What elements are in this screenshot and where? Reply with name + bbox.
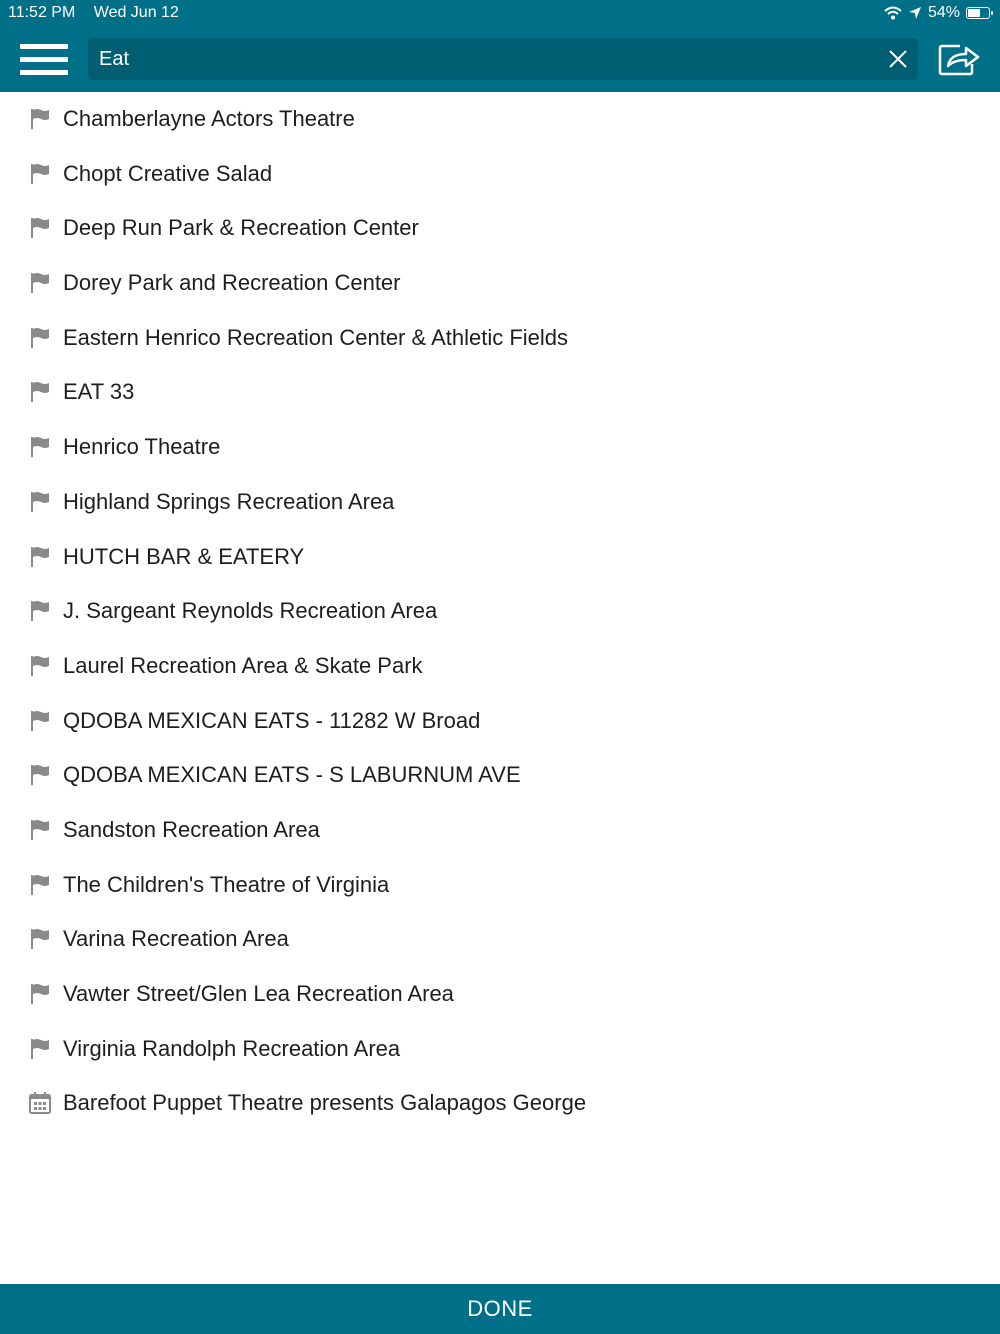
top-bar: [0, 28, 1000, 92]
flag-icon: [28, 162, 52, 186]
result-label: Vawter Street/Glen Lea Recreation Area: [63, 981, 454, 1006]
share-button[interactable]: [938, 42, 980, 76]
calendar-icon: [28, 1091, 52, 1115]
hamburger-menu-button[interactable]: [20, 42, 68, 78]
battery-icon: [966, 7, 990, 19]
result-item[interactable]: [0, 1076, 1000, 1131]
result-item[interactable]: [0, 147, 1000, 202]
flag-icon: [28, 490, 52, 514]
result-label: Highland Springs Recreation Area: [63, 488, 395, 514]
result-label: Varina Recreation Area: [63, 926, 289, 952]
flag-icon: [28, 545, 52, 569]
flag-icon: [28, 763, 52, 787]
search-box: [88, 38, 918, 80]
result-label: Chopt Creative Salad: [63, 160, 273, 186]
result-label: HUTCH BAR & EATERY: [63, 543, 305, 569]
result-item[interactable]: [0, 92, 1000, 147]
flag-icon: [28, 326, 52, 350]
result-item[interactable]: [0, 967, 1000, 1022]
result-item[interactable]: [0, 201, 1000, 256]
status-bar: [0, 0, 1000, 28]
result-item[interactable]: [0, 365, 1000, 420]
menu-line: [20, 70, 68, 75]
flag-icon: [28, 380, 52, 404]
status-left: [8, 4, 193, 22]
result-item[interactable]: [0, 584, 1000, 639]
result-label: Deep Run Park & Recreation Center: [63, 215, 419, 241]
result-item[interactable]: [0, 311, 1000, 366]
result-item[interactable]: [0, 256, 1000, 311]
result-item[interactable]: [0, 420, 1000, 475]
flag-icon: [28, 1037, 52, 1061]
flag-icon: [28, 709, 52, 733]
result-item[interactable]: [0, 530, 1000, 585]
search-results-list: [0, 92, 1000, 1131]
result-item[interactable]: [0, 475, 1000, 530]
flag-icon: [28, 654, 52, 678]
result-label: Barefoot Puppet Theatre presents Galapagos George: [63, 1090, 587, 1116]
result-item[interactable]: [0, 858, 1000, 913]
flag-icon: [28, 873, 52, 897]
flag-icon: [28, 216, 52, 240]
flag-icon: [28, 435, 52, 459]
flag-icon: [28, 107, 52, 131]
result-label: The Children's Theatre of Virginia: [63, 871, 390, 897]
status-right: [884, 4, 990, 22]
result-item[interactable]: [0, 748, 1000, 803]
result-label: Virginia Randolph Recreation Area: [63, 1035, 401, 1061]
flag-icon: [28, 982, 52, 1006]
location-arrow-icon: [908, 6, 922, 20]
share-icon: [938, 42, 980, 76]
result-label: Eastern Henrico Recreation Center & Athletic Fields: [63, 324, 569, 350]
result-item[interactable]: [0, 1022, 1000, 1077]
menu-line: [20, 57, 68, 62]
result-item[interactable]: [0, 694, 1000, 749]
clear-search-button[interactable]: [886, 47, 910, 71]
result-label: Laurel Recreation Area & Skate Park: [63, 652, 423, 678]
result-item[interactable]: [0, 639, 1000, 694]
menu-line: [20, 44, 68, 49]
result-label: Chamberlayne Actors Theatre: [63, 106, 355, 131]
result-label: Henrico Theatre: [63, 434, 221, 460]
wifi-icon: [884, 6, 902, 20]
battery-percent: 54%: [927, 4, 960, 21]
result-label: QDOBA MEXICAN EATS - 11282 W Broad: [63, 707, 481, 733]
flag-icon: [28, 599, 52, 623]
close-icon: [886, 47, 910, 71]
result-label: EAT 33: [63, 379, 135, 405]
flag-icon: [28, 818, 52, 842]
status-date: Wed Jun 12: [93, 4, 179, 21]
result-item[interactable]: [0, 803, 1000, 858]
flag-icon: [28, 271, 52, 295]
flag-icon: [28, 927, 52, 951]
status-time: 11:52 PM: [8, 4, 76, 21]
done-button[interactable]: DONE: [0, 1284, 1000, 1334]
result-label: QDOBA MEXICAN EATS - S LABURNUM AVE: [63, 762, 521, 788]
result-label: Dorey Park and Recreation Center: [63, 270, 401, 296]
result-label: Sandston Recreation Area: [63, 816, 320, 842]
result-label: J. Sargeant Reynolds Recreation Area: [63, 598, 438, 624]
search-input[interactable]: [88, 38, 868, 80]
result-item[interactable]: [0, 912, 1000, 967]
